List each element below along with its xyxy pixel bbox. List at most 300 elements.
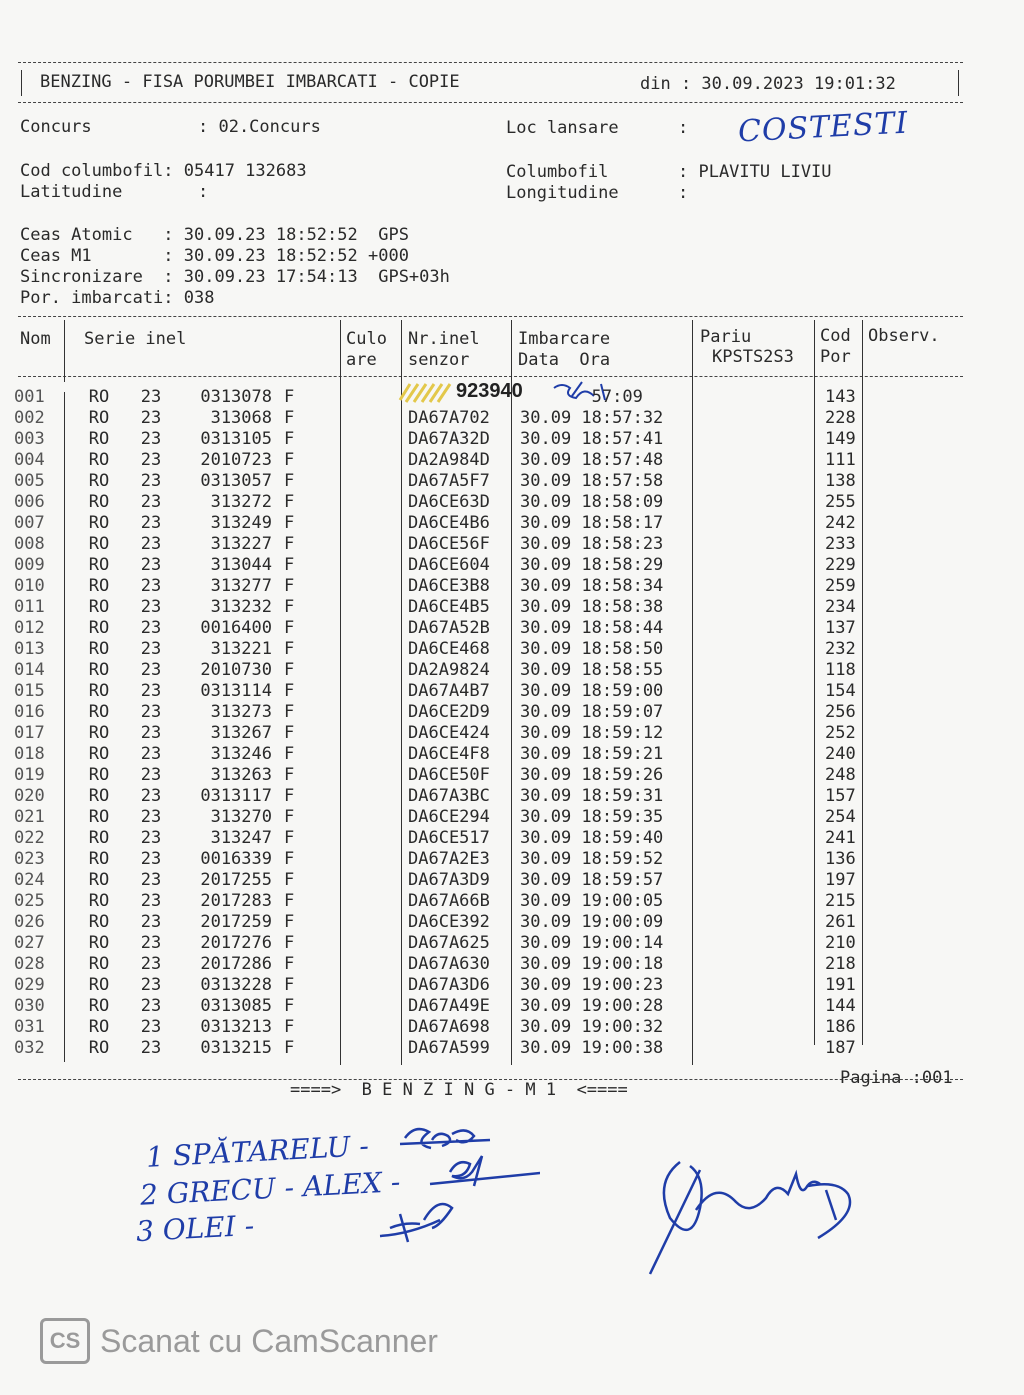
- row-sensor: DA67A630: [408, 954, 490, 974]
- row-sensor: DA67A49E: [408, 996, 490, 1016]
- row-sex: F: [284, 639, 295, 659]
- columbofil-value: : PLAVITU LIVIU: [678, 162, 832, 182]
- row-pariu: [700, 597, 825, 618]
- row-country: RO: [88, 429, 110, 449]
- loc-lansare-label: Loc lansare: [506, 118, 619, 138]
- row-country: RO: [88, 870, 110, 890]
- row-cod-por: 157: [825, 786, 856, 806]
- row-ring-number: 313273: [210, 702, 272, 722]
- row-color: [344, 807, 408, 828]
- row-color: [344, 387, 408, 408]
- header-right-bar: [958, 70, 959, 96]
- table-row: [14, 723, 865, 744]
- row-sex: F: [284, 933, 295, 953]
- row-datetime: 30.09 19:00:38: [520, 1038, 664, 1058]
- row-country: RO: [88, 471, 110, 491]
- row-nom: 029: [14, 975, 45, 995]
- row-country: RO: [88, 744, 110, 764]
- row-ring-number: 313263: [210, 765, 272, 785]
- row-cod-por: 186: [825, 1017, 856, 1037]
- table-row: [14, 408, 865, 429]
- row-sensor: DA67A2E3: [408, 849, 490, 869]
- row-color: [344, 681, 408, 702]
- col-header-observ: Observ.: [868, 326, 940, 346]
- row-country: RO: [88, 639, 110, 659]
- row-country: RO: [88, 723, 110, 743]
- document-title: BENZING - FISA PORUMBEI IMBARCATI - COPIE: [40, 72, 460, 92]
- row-datetime: 30.09 19:00:23: [520, 975, 664, 995]
- row-sex: F: [284, 408, 295, 428]
- row-datetime: 30.09 18:59:57: [520, 870, 664, 890]
- row-pariu: [700, 513, 825, 534]
- row-sex: F: [284, 807, 295, 827]
- row-cod-por: 144: [825, 996, 856, 1016]
- row-ring-number: 313246: [210, 744, 272, 764]
- col-header-imbarcare-2: Data Ora: [518, 350, 611, 370]
- row-year: 23: [140, 912, 162, 932]
- row-year: 23: [140, 723, 162, 743]
- table-header-bottom-border: [18, 376, 963, 377]
- row-country: RO: [88, 1038, 110, 1058]
- handwritten-initials-icon: [360, 1110, 540, 1250]
- row-color: [344, 576, 408, 597]
- row-datetime: 30.09 18:57:48: [520, 450, 664, 470]
- row-nom: 023: [14, 849, 45, 869]
- row-sex: F: [284, 996, 295, 1016]
- row-sex: F: [284, 975, 295, 995]
- row-nom: 024: [14, 870, 45, 890]
- row-datetime: 30.09 19:00:09: [520, 912, 664, 932]
- table-row: [14, 786, 865, 807]
- row-year: 23: [140, 534, 162, 554]
- row-cod-por: 256: [825, 702, 856, 722]
- row-datetime: 30.09 18:58:55: [520, 660, 664, 680]
- row-sensor: DA2A984D: [408, 450, 490, 470]
- table-row: [14, 660, 865, 681]
- row-color: [344, 723, 408, 744]
- row-datetime: 30.09 18:59:40: [520, 828, 664, 848]
- pigeon-table: [14, 387, 865, 1059]
- header-bottom-border: [18, 102, 963, 103]
- row-ring-number: 0313215: [200, 1038, 272, 1058]
- row-sex: F: [284, 1017, 295, 1037]
- table-row: [14, 471, 865, 492]
- row-year: 23: [140, 639, 162, 659]
- row-sex: F: [284, 870, 295, 890]
- table-row: [14, 996, 865, 1017]
- row-cod-por: 118: [825, 660, 856, 680]
- row-sensor: DA6CE4B5: [408, 597, 490, 617]
- row-pariu: [700, 639, 825, 660]
- row-sensor: DA6CE517: [408, 828, 490, 848]
- row-cod-por: 154: [825, 681, 856, 701]
- row-ring-number: 313227: [210, 534, 272, 554]
- row-cod-por: 137: [825, 618, 856, 638]
- row-year: 23: [140, 807, 162, 827]
- overwrite-number: 923940: [456, 380, 523, 402]
- row-year: 23: [140, 828, 162, 848]
- row-pariu: [700, 849, 825, 870]
- row-ring-number: 0313105: [200, 429, 272, 449]
- row-ring-number: 313249: [210, 513, 272, 533]
- row-datetime: 30.09 18:58:34: [520, 576, 664, 596]
- row-pariu: [700, 1017, 825, 1038]
- table-row: [14, 492, 865, 513]
- row-sensor: DA67A702: [408, 408, 490, 428]
- row-datetime: 30.09 19:00:05: [520, 891, 664, 911]
- row-sensor: DA6CE63D: [408, 492, 490, 512]
- row-sex: F: [284, 534, 295, 554]
- row-country: RO: [88, 849, 110, 869]
- col-header-cod-2: Por: [820, 347, 851, 367]
- handwritten-line-1: 1 SPĂTARELU -: [145, 1129, 370, 1174]
- row-color: [344, 555, 408, 576]
- col-header-imbarcare-1: Imbarcare: [518, 329, 611, 349]
- row-nom: 015: [14, 681, 45, 701]
- row-color: [344, 744, 408, 765]
- row-country: RO: [88, 996, 110, 1016]
- row-pariu: [700, 660, 825, 681]
- row-nom: 032: [14, 1038, 45, 1058]
- row-nom: 003: [14, 429, 45, 449]
- camscanner-watermark: [40, 1318, 438, 1364]
- row-datetime: 30.09 18:58:17: [520, 513, 664, 533]
- ceas-m1: Ceas M1 : 30.09.23 18:52:52 +000: [20, 246, 409, 266]
- row-sex: F: [284, 471, 295, 491]
- row-sex: F: [284, 513, 295, 533]
- row-color: [344, 639, 408, 660]
- table-row: [14, 933, 865, 954]
- row-sex: F: [284, 660, 295, 680]
- row-sensor: DA6CE50F: [408, 765, 490, 785]
- row-country: RO: [88, 660, 110, 680]
- row-ring-number: 0313078: [200, 387, 272, 407]
- latitudine-label: Latitudine: [20, 182, 123, 202]
- row-ring-number: 313277: [210, 576, 272, 596]
- row-year: 23: [140, 765, 162, 785]
- row-nom: 005: [14, 471, 45, 491]
- row-color: [344, 597, 408, 618]
- row-datetime: 30.09 18:58:09: [520, 492, 664, 512]
- row-sex: F: [284, 555, 295, 575]
- row-country: RO: [88, 1017, 110, 1037]
- row-year: 23: [140, 492, 162, 512]
- row-color: [344, 912, 408, 933]
- row-pariu: [700, 975, 825, 996]
- row-year: 23: [140, 408, 162, 428]
- row-country: RO: [88, 702, 110, 722]
- concurs-label: Concurs: [20, 117, 92, 137]
- row-cod-por: 241: [825, 828, 856, 848]
- header-top-border: [18, 62, 963, 63]
- row-sex: F: [284, 744, 295, 764]
- row-pariu: [700, 681, 825, 702]
- row-sex: F: [284, 912, 295, 932]
- row-country: RO: [88, 513, 110, 533]
- row-ring-number: 313044: [210, 555, 272, 575]
- row-datetime: 30.09 19:00:18: [520, 954, 664, 974]
- row-ring-number: 2017286: [200, 954, 272, 974]
- row-color: [344, 660, 408, 681]
- row-country: RO: [88, 975, 110, 995]
- row-nom: 026: [14, 912, 45, 932]
- row-country: RO: [88, 786, 110, 806]
- row-year: 23: [140, 471, 162, 491]
- table-row: [14, 891, 865, 912]
- row-color: [344, 870, 408, 891]
- row-sex: F: [284, 891, 295, 911]
- row-color: [344, 891, 408, 912]
- row-country: RO: [88, 492, 110, 512]
- row-datetime: 30.09 18:57:41: [520, 429, 664, 449]
- row-nom: 027: [14, 933, 45, 953]
- row-sensor: DA6CE4F8: [408, 744, 490, 764]
- ceas-atomic: Ceas Atomic : 30.09.23 18:52:52 GPS: [20, 225, 409, 245]
- row-sex: F: [284, 681, 295, 701]
- row-datetime: 30.09 18:59:26: [520, 765, 664, 785]
- row-pariu: [700, 534, 825, 555]
- row-ring-number: 313247: [210, 828, 272, 848]
- row-sensor: DA67A625: [408, 933, 490, 953]
- table-row: [14, 912, 865, 933]
- table-row: [14, 765, 865, 786]
- row-ring-number: 0313114: [200, 681, 272, 701]
- row-sensor: DA6CE604: [408, 555, 490, 575]
- row-sensor: DA67A52B: [408, 618, 490, 638]
- row-pariu: [700, 408, 825, 429]
- cod-columbofil: Cod columbofil: 05417 132683: [20, 161, 307, 181]
- row-color: [344, 1038, 408, 1059]
- row-datetime: 57:09: [520, 387, 643, 407]
- row-country: RO: [88, 807, 110, 827]
- row-datetime: 30.09 19:00:32: [520, 1017, 664, 1037]
- row-country: RO: [88, 828, 110, 848]
- row-pariu: [700, 933, 825, 954]
- table-row: [14, 702, 865, 723]
- row-color: [344, 1017, 408, 1038]
- table-row: [14, 576, 865, 597]
- row-ring-number: 313232: [210, 597, 272, 617]
- camscanner-text: Scanat cu CamScanner: [100, 1322, 438, 1359]
- row-pariu: [700, 450, 825, 471]
- row-pariu: [700, 702, 825, 723]
- table-row: [14, 513, 865, 534]
- row-pariu: [700, 954, 825, 975]
- row-datetime: 30.09 18:58:38: [520, 597, 664, 617]
- col-header-nom: Nom: [20, 329, 51, 349]
- table-row: [14, 828, 865, 849]
- table-row: [14, 639, 865, 660]
- row-year: 23: [140, 597, 162, 617]
- row-year: 23: [140, 975, 162, 995]
- row-ring-number: 0016400: [200, 618, 272, 638]
- row-sensor: DA6CE468: [408, 639, 490, 659]
- row-cod-por: 215: [825, 891, 856, 911]
- row-sensor: DA6CE3B8: [408, 576, 490, 596]
- row-nom: 031: [14, 1017, 45, 1037]
- table-row: [14, 849, 865, 870]
- row-ring-number: 313068: [210, 408, 272, 428]
- row-nom: 007: [14, 513, 45, 533]
- col-header-serie: Serie inel: [84, 329, 187, 349]
- table-row: [14, 534, 865, 555]
- col-sep-nom: [64, 320, 65, 382]
- row-sensor: DA67A599: [408, 1038, 490, 1058]
- row-cod-por: 111: [825, 450, 856, 470]
- table-header-top-border: [18, 316, 963, 317]
- row-color: [344, 408, 408, 429]
- row-datetime: 30.09 18:59:35: [520, 807, 664, 827]
- row-nom: 016: [14, 702, 45, 722]
- row-year: 23: [140, 702, 162, 722]
- loc-lansare-colon: :: [678, 118, 689, 138]
- row-datetime: 30.09 18:58:23: [520, 534, 664, 554]
- col-header-culoare-2: are: [346, 350, 377, 370]
- row-ring-number: 0313117: [200, 786, 272, 806]
- row-cod-por: 149: [825, 429, 856, 449]
- row-nom: 002: [14, 408, 45, 428]
- row-cod-por: 255: [825, 492, 856, 512]
- row-sensor: DA67A3D6: [408, 975, 490, 995]
- row-sex: F: [284, 702, 295, 722]
- pigeon-table-body: [14, 387, 865, 1059]
- row-nom: 010: [14, 576, 45, 596]
- row-sex: F: [284, 765, 295, 785]
- row-pariu: [700, 786, 825, 807]
- row-sensor: DA67A66B: [408, 891, 490, 911]
- row-cod-por: 197: [825, 870, 856, 890]
- row-color: [344, 513, 408, 534]
- row-color: [344, 933, 408, 954]
- row-nom: 017: [14, 723, 45, 743]
- row-sensor: DA67A3BC: [408, 786, 490, 806]
- row-year: 23: [140, 513, 162, 533]
- table-row: [14, 1038, 865, 1059]
- row-year: 23: [140, 555, 162, 575]
- row-country: RO: [88, 891, 110, 911]
- col-header-cod-1: Cod: [820, 326, 851, 346]
- col-header-pariu-2: KPSTS2S3: [712, 347, 794, 367]
- row-color: [344, 996, 408, 1017]
- longitudine-label: Longitudine: [506, 183, 619, 203]
- row-color: [344, 471, 408, 492]
- row-nom: 021: [14, 807, 45, 827]
- row-datetime: 30.09 18:59:31: [520, 786, 664, 806]
- row-sex: F: [284, 786, 295, 806]
- row-year: 23: [140, 933, 162, 953]
- row-sex: F: [284, 492, 295, 512]
- row-pariu: [700, 996, 825, 1017]
- row-nom: 013: [14, 639, 45, 659]
- sincronizare: Sincronizare : 30.09.23 17:54:13 GPS+03h: [20, 267, 450, 287]
- row-ring-number: 313267: [210, 723, 272, 743]
- row-color: [344, 534, 408, 555]
- row-nom: 019: [14, 765, 45, 785]
- table-row: [14, 597, 865, 618]
- row-cod-por: 187: [825, 1038, 856, 1058]
- row-color: [344, 786, 408, 807]
- row-cod-por: 232: [825, 639, 856, 659]
- row-color: [344, 828, 408, 849]
- row-pariu: [700, 744, 825, 765]
- row-country: RO: [88, 765, 110, 785]
- row-cod-por: 240: [825, 744, 856, 764]
- row-year: 23: [140, 954, 162, 974]
- row-year: 23: [140, 387, 162, 407]
- row-year: 23: [140, 891, 162, 911]
- handwritten-line-3: 3 OLEI -: [135, 1208, 255, 1249]
- table-row: [14, 870, 865, 891]
- row-pariu: [700, 387, 825, 408]
- row-pariu: [700, 807, 825, 828]
- row-ring-number: 2017276: [200, 933, 272, 953]
- row-datetime: 30.09 18:59:07: [520, 702, 664, 722]
- row-ring-number: 2010730: [200, 660, 272, 680]
- row-country: RO: [88, 618, 110, 638]
- row-nom: 030: [14, 996, 45, 1016]
- row-sex: F: [284, 576, 295, 596]
- row-pariu: [700, 429, 825, 450]
- camscanner-logo-icon: CS: [40, 1318, 90, 1364]
- row-sex: F: [284, 723, 295, 743]
- row-sensor: DA2A9824: [408, 660, 490, 680]
- row-cod-por: 234: [825, 597, 856, 617]
- row-nom: 018: [14, 744, 45, 764]
- row-sex: F: [284, 954, 295, 974]
- row-color: [344, 765, 408, 786]
- row-ring-number: 313270: [210, 807, 272, 827]
- row-year: 23: [140, 681, 162, 701]
- row-nom: 008: [14, 534, 45, 554]
- row-sex: F: [284, 618, 295, 638]
- row-year: 23: [140, 660, 162, 680]
- loc-lansare-handwritten: COSTESTI: [737, 105, 910, 150]
- row-nom: 011: [14, 597, 45, 617]
- row-sex: F: [284, 849, 295, 869]
- row-cod-por: 228: [825, 408, 856, 428]
- row-year: 23: [140, 576, 162, 596]
- row-year: 23: [140, 786, 162, 806]
- row-year: 23: [140, 1038, 162, 1058]
- row-cod-por: 242: [825, 513, 856, 533]
- row-datetime: 30.09 18:57:58: [520, 471, 664, 491]
- row-datetime: 30.09 18:57:32: [520, 408, 664, 428]
- col-header-pariu-1: Pariu: [700, 327, 752, 347]
- row-datetime: 30.09 18:58:29: [520, 555, 664, 575]
- row-cod-por: 261: [825, 912, 856, 932]
- row-year: 23: [140, 996, 162, 1016]
- handwritten-line-2: 2 GRECU - ALEX -: [139, 1165, 402, 1212]
- row-datetime: 30.09 19:00:14: [520, 933, 664, 953]
- row-country: RO: [88, 555, 110, 575]
- row-country: RO: [88, 576, 110, 596]
- row-year: 23: [140, 744, 162, 764]
- row-ring-number: 2010723: [200, 450, 272, 470]
- row-pariu: [700, 471, 825, 492]
- row-country: RO: [88, 681, 110, 701]
- table-row: [14, 954, 865, 975]
- row-datetime: 30.09 18:59:52: [520, 849, 664, 869]
- document-date: din : 30.09.2023 19:01:32: [640, 74, 896, 94]
- row-nom: 020: [14, 786, 45, 806]
- row-pariu: [700, 870, 825, 891]
- row-color: [344, 450, 408, 471]
- row-sensor: DA67A5F7: [408, 471, 490, 491]
- row-nom: 025: [14, 891, 45, 911]
- row-country: RO: [88, 597, 110, 617]
- row-cod-por: 259: [825, 576, 856, 596]
- row-nom: 014: [14, 660, 45, 680]
